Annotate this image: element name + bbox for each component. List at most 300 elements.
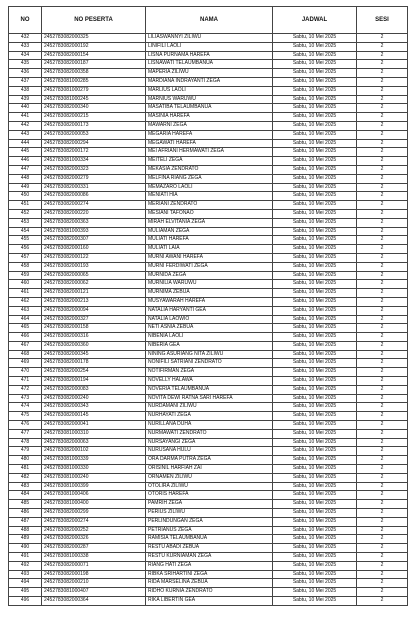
cell-jadwal: Sabtu, 10 Mei 2025: [273, 447, 357, 456]
cell-no-peserta: 2452783082000325: [42, 34, 146, 43]
table-row: [9, 579, 408, 588]
cell-no: 450: [9, 192, 42, 201]
cell-jadwal: Sabtu, 10 Mei 2025: [273, 456, 357, 465]
cell-sesi: 2: [357, 526, 408, 535]
cell-nama: MUSYAWARAH HAREFA: [146, 297, 273, 306]
cell-jadwal: Sabtu, 10 Mei 2025: [273, 473, 357, 482]
cell-nama: MASINIA HAREFA: [146, 113, 273, 122]
cell-nama: NINING ASURIANG NITA ZILIWU: [146, 350, 273, 359]
cell-nama: NETI ASNIA ZEBUA: [146, 324, 273, 333]
cell-no: 476: [9, 421, 42, 430]
cell-no: 437: [9, 77, 42, 86]
cell-no-peserta: 2452783082000327: [42, 315, 146, 324]
cell-sesi: 2: [357, 297, 408, 306]
cell-jadwal: Sabtu, 10 Mei 2025: [273, 236, 357, 245]
cell-nama: PERLINDUNGAN ZEGA: [146, 517, 273, 526]
cell-no-peserta: 2452783081000285: [42, 77, 146, 86]
header-row: [9, 7, 408, 34]
cell-no-peserta: 2452783082000065: [42, 271, 146, 280]
cell-jadwal: Sabtu, 10 Mei 2025: [273, 403, 357, 412]
cell-no: 496: [9, 597, 42, 606]
cell-jadwal: Sabtu, 10 Mei 2025: [273, 377, 357, 386]
table-row: [9, 77, 408, 86]
participant-table: [8, 6, 408, 606]
cell-no-peserta: 2452783081000330: [42, 465, 146, 474]
cell-no: 460: [9, 280, 42, 289]
cell-jadwal: Sabtu, 10 Mei 2025: [273, 359, 357, 368]
cell-no: 457: [9, 253, 42, 262]
cell-no-peserta: 2452783081000399: [42, 482, 146, 491]
cell-nama: MULIATI LAIA: [146, 245, 273, 254]
header-sesi: SESI: [357, 7, 408, 34]
cell-nama: NURILLANA DUHA: [146, 421, 273, 430]
cell-no: 444: [9, 139, 42, 148]
cell-no-peserta: 2452783081000279: [42, 86, 146, 95]
cell-nama: NURHAYATI ZEGA: [146, 412, 273, 421]
table-row: [9, 280, 408, 289]
table-row: [9, 394, 408, 403]
cell-jadwal: Sabtu, 10 Mei 2025: [273, 385, 357, 394]
cell-nama: LILIASWANNYI ZILIWU: [146, 34, 273, 43]
table-row: [9, 315, 408, 324]
cell-jadwal: Sabtu, 10 Mei 2025: [273, 561, 357, 570]
cell-jadwal: Sabtu, 10 Mei 2025: [273, 174, 357, 183]
cell-no-peserta: 2452783082000364: [42, 597, 146, 606]
cell-sesi: 2: [357, 482, 408, 491]
cell-nama: LISNA PURNAMA HAREFA: [146, 51, 273, 60]
cell-no-peserta: 2452783081000338: [42, 553, 146, 562]
cell-sesi: 2: [357, 86, 408, 95]
cell-no-peserta: 2452783082000086: [42, 192, 146, 201]
cell-sesi: 2: [357, 289, 408, 298]
table-row: [9, 236, 408, 245]
cell-sesi: 2: [357, 34, 408, 43]
cell-sesi: 2: [357, 579, 408, 588]
cell-no-peserta: 2452783082000122: [42, 253, 146, 262]
cell-jadwal: Sabtu, 10 Mei 2025: [273, 553, 357, 562]
cell-no-peserta: 2452783082000340: [42, 104, 146, 113]
cell-sesi: 2: [357, 130, 408, 139]
cell-nama: NOTIFIRMAN ZEGA: [146, 368, 273, 377]
cell-jadwal: Sabtu, 10 Mei 2025: [273, 148, 357, 157]
cell-nama: MELFINA RIANG ZEGA: [146, 174, 273, 183]
table-row: [9, 245, 408, 254]
cell-jadwal: Sabtu, 10 Mei 2025: [273, 34, 357, 43]
cell-jadwal: Sabtu, 10 Mei 2025: [273, 535, 357, 544]
table-row: [9, 262, 408, 271]
cell-jadwal: Sabtu, 10 Mei 2025: [273, 570, 357, 579]
table-row: [9, 421, 408, 430]
cell-nama: NIBERIA GEA: [146, 341, 273, 350]
table-row: [9, 165, 408, 174]
cell-jadwal: Sabtu, 10 Mei 2025: [273, 465, 357, 474]
cell-jadwal: Sabtu, 10 Mei 2025: [273, 69, 357, 78]
cell-no: 475: [9, 412, 42, 421]
cell-sesi: 2: [357, 456, 408, 465]
cell-jadwal: Sabtu, 10 Mei 2025: [273, 201, 357, 210]
cell-no: 495: [9, 588, 42, 597]
cell-no: 438: [9, 86, 42, 95]
cell-jadwal: Sabtu, 10 Mei 2025: [273, 368, 357, 377]
table-header: [9, 7, 408, 34]
cell-sesi: 2: [357, 368, 408, 377]
cell-jadwal: Sabtu, 10 Mei 2025: [273, 253, 357, 262]
cell-jadwal: Sabtu, 10 Mei 2025: [273, 130, 357, 139]
cell-jadwal: Sabtu, 10 Mei 2025: [273, 245, 357, 254]
cell-nama: MARDIANA INDRAYANTI ZEGA: [146, 77, 273, 86]
cell-no-peserta: 2452783082000307: [42, 236, 146, 245]
cell-nama: MURNI AWANI HAREFA: [146, 253, 273, 262]
cell-no-peserta: 2452783082000187: [42, 60, 146, 69]
cell-jadwal: Sabtu, 10 Mei 2025: [273, 289, 357, 298]
cell-sesi: 2: [357, 104, 408, 113]
cell-no-peserta: 2452783082000363: [42, 218, 146, 227]
cell-nama: PAMRIH ZEGA: [146, 500, 273, 509]
cell-no: 454: [9, 227, 42, 236]
cell-sesi: 2: [357, 218, 408, 227]
cell-jadwal: Sabtu, 10 Mei 2025: [273, 192, 357, 201]
cell-sesi: 2: [357, 271, 408, 280]
table-row: [9, 34, 408, 43]
cell-sesi: 2: [357, 561, 408, 570]
cell-no-peserta: 2452783082000360: [42, 341, 146, 350]
cell-sesi: 2: [357, 447, 408, 456]
table-row: [9, 535, 408, 544]
cell-no: 440: [9, 104, 42, 113]
cell-no: 434: [9, 51, 42, 60]
cell-sesi: 2: [357, 253, 408, 262]
cell-sesi: 2: [357, 421, 408, 430]
cell-sesi: 2: [357, 553, 408, 562]
cell-no-peserta: 2452783082000213: [42, 297, 146, 306]
cell-no: 477: [9, 429, 42, 438]
table-row: [9, 553, 408, 562]
cell-nama: ORISINIL HARFIAH ZAI: [146, 465, 273, 474]
cell-sesi: 2: [357, 60, 408, 69]
cell-no: 480: [9, 456, 42, 465]
cell-no: 456: [9, 245, 42, 254]
cell-sesi: 2: [357, 183, 408, 192]
cell-no: 449: [9, 183, 42, 192]
cell-no: 470: [9, 368, 42, 377]
cell-jadwal: Sabtu, 10 Mei 2025: [273, 333, 357, 342]
cell-no: 490: [9, 544, 42, 553]
cell-no-peserta: 2452783082000178: [42, 359, 146, 368]
cell-nama: RIDA MARSELINA ZEBUA: [146, 579, 273, 588]
cell-nama: MEI AFRIANI HERMAWATI ZEGA: [146, 148, 273, 157]
cell-no: 483: [9, 482, 42, 491]
cell-no-peserta: 2452783082000331: [42, 183, 146, 192]
cell-jadwal: Sabtu, 10 Mei 2025: [273, 42, 357, 51]
cell-jadwal: Sabtu, 10 Mei 2025: [273, 60, 357, 69]
cell-no: 466: [9, 333, 42, 342]
cell-jadwal: Sabtu, 10 Mei 2025: [273, 165, 357, 174]
cell-no-peserta: 2452783082000198: [42, 570, 146, 579]
cell-no: 443: [9, 130, 42, 139]
cell-no: 463: [9, 306, 42, 315]
cell-no-peserta: 2452783082000274: [42, 517, 146, 526]
cell-no: 484: [9, 491, 42, 500]
cell-no-peserta: 2452783082000274: [42, 201, 146, 210]
table-row: [9, 597, 408, 606]
cell-nama: MERIANI ZENDRATO: [146, 201, 273, 210]
cell-jadwal: Sabtu, 10 Mei 2025: [273, 526, 357, 535]
cell-nama: MEMAZARO LAOLI: [146, 183, 273, 192]
table-row: [9, 174, 408, 183]
cell-no: 478: [9, 438, 42, 447]
cell-sesi: 2: [357, 403, 408, 412]
cell-nama: NATALIA LAOWIO: [146, 315, 273, 324]
cell-jadwal: Sabtu, 10 Mei 2025: [273, 324, 357, 333]
table-row: [9, 271, 408, 280]
table-row: [9, 86, 408, 95]
cell-no-peserta: 2452783082000053: [42, 130, 146, 139]
cell-no-peserta: 2452783082000094: [42, 306, 146, 315]
table-row: [9, 289, 408, 298]
cell-no: 461: [9, 289, 42, 298]
cell-sesi: 2: [357, 535, 408, 544]
cell-nama: RESTU KURNIAMAN ZEGA: [146, 553, 273, 562]
cell-nama: MAWARNI ZEGA: [146, 121, 273, 130]
table-row: [9, 209, 408, 218]
cell-jadwal: Sabtu, 10 Mei 2025: [273, 51, 357, 60]
table-row: [9, 350, 408, 359]
table-row: [9, 377, 408, 386]
cell-sesi: 2: [357, 544, 408, 553]
table-row: [9, 324, 408, 333]
cell-nama: MEKASIA ZENDRATO: [146, 165, 273, 174]
cell-no-peserta: 2452783082000294: [42, 139, 146, 148]
cell-sesi: 2: [357, 429, 408, 438]
cell-no: 467: [9, 341, 42, 350]
cell-no: 491: [9, 553, 42, 562]
cell-nama: NURDAMANI ZILIWU: [146, 403, 273, 412]
table-row: [9, 403, 408, 412]
cell-no-peserta: 2452783082000358: [42, 69, 146, 78]
cell-jadwal: Sabtu, 10 Mei 2025: [273, 139, 357, 148]
table-row: [9, 192, 408, 201]
table-row: [9, 201, 408, 210]
cell-nama: MURNILIA WARUWU: [146, 280, 273, 289]
cell-no-peserta: 2452783082000158: [42, 324, 146, 333]
cell-sesi: 2: [357, 341, 408, 350]
cell-nama: RAMISIA TELAUMBANUA: [146, 535, 273, 544]
cell-no-peserta: 2452783081000240: [42, 473, 146, 482]
cell-nama: LINIFILI LAOLI: [146, 42, 273, 51]
cell-sesi: 2: [357, 148, 408, 157]
cell-no: 462: [9, 297, 42, 306]
table-row: [9, 113, 408, 122]
cell-no: 448: [9, 174, 42, 183]
table-row: [9, 526, 408, 535]
cell-nama: RIKA LIBERTIN GEA: [146, 597, 273, 606]
cell-sesi: 2: [357, 69, 408, 78]
cell-nama: PETRIANUS ZEGA: [146, 526, 273, 535]
cell-no: 465: [9, 324, 42, 333]
cell-sesi: 2: [357, 113, 408, 122]
cell-no: 494: [9, 579, 42, 588]
cell-no-peserta: 2452783082000041: [42, 421, 146, 430]
cell-sesi: 2: [357, 509, 408, 518]
table-row: [9, 306, 408, 315]
cell-nama: MEGARIA HAREFA: [146, 130, 273, 139]
cell-jadwal: Sabtu, 10 Mei 2025: [273, 209, 357, 218]
cell-nama: NIBENIA LAOLI: [146, 333, 273, 342]
cell-no: 487: [9, 517, 42, 526]
cell-no-peserta: 2452783081000400: [42, 500, 146, 509]
cell-no-peserta: 2452783082000173: [42, 121, 146, 130]
cell-nama: RIDHO KURNIA ZENDRATO: [146, 588, 273, 597]
cell-nama: MAPERIA ZILIWU: [146, 69, 273, 78]
table-row: [9, 561, 408, 570]
table-row: [9, 438, 408, 447]
cell-no-peserta: 2452783081000339: [42, 456, 146, 465]
cell-nama: NOVELLY HALAWA: [146, 377, 273, 386]
cell-no-peserta: 2452783082000063: [42, 438, 146, 447]
cell-sesi: 2: [357, 597, 408, 606]
cell-no: 447: [9, 165, 42, 174]
cell-no-peserta: 2452783082000062: [42, 280, 146, 289]
cell-sesi: 2: [357, 174, 408, 183]
cell-sesi: 2: [357, 394, 408, 403]
cell-nama: RIBKA SRIHARTINI ZEGA: [146, 570, 273, 579]
cell-jadwal: Sabtu, 10 Mei 2025: [273, 597, 357, 606]
table-row: [9, 60, 408, 69]
table-row: [9, 104, 408, 113]
table-row: [9, 509, 408, 518]
cell-nama: OTORIS HAREFA: [146, 491, 273, 500]
cell-sesi: 2: [357, 500, 408, 509]
cell-nama: NOVERIA TELAUMBANUA: [146, 385, 273, 394]
table-row: [9, 139, 408, 148]
participant-table-page: [8, 6, 407, 606]
table-row: [9, 385, 408, 394]
cell-sesi: 2: [357, 77, 408, 86]
cell-no: 486: [9, 509, 42, 518]
cell-jadwal: Sabtu, 10 Mei 2025: [273, 509, 357, 518]
cell-no: 458: [9, 262, 42, 271]
cell-no-peserta: 2452783082000145: [42, 412, 146, 421]
cell-no: 471: [9, 377, 42, 386]
cell-sesi: 2: [357, 570, 408, 579]
cell-nama: ORA DARMA PUTRA ZEGA: [146, 456, 273, 465]
cell-nama: MARNIUS WARUWU: [146, 95, 273, 104]
cell-no-peserta: 2452783082000083: [42, 385, 146, 394]
cell-no: 435: [9, 60, 42, 69]
table-body: [9, 34, 408, 606]
cell-sesi: 2: [357, 350, 408, 359]
cell-jadwal: Sabtu, 10 Mei 2025: [273, 183, 357, 192]
cell-nama: NURMAWATI ZENDRATO: [146, 429, 273, 438]
table-row: [9, 227, 408, 236]
cell-jadwal: Sabtu, 10 Mei 2025: [273, 121, 357, 130]
table-row: [9, 218, 408, 227]
cell-nama: NOVITA DEWI RATNA SARI HAREFA: [146, 394, 273, 403]
cell-sesi: 2: [357, 333, 408, 342]
cell-no-peserta: 2452783082000154: [42, 51, 146, 60]
table-row: [9, 341, 408, 350]
cell-no: 464: [9, 315, 42, 324]
cell-no-peserta: 2452783082000343: [42, 403, 146, 412]
cell-no: 488: [9, 526, 42, 535]
cell-no: 479: [9, 447, 42, 456]
cell-no: 441: [9, 113, 42, 122]
cell-jadwal: Sabtu, 10 Mei 2025: [273, 491, 357, 500]
table-row: [9, 465, 408, 474]
cell-no: 459: [9, 271, 42, 280]
cell-no-peserta: 2452783082000193: [42, 262, 146, 271]
cell-no: 485: [9, 500, 42, 509]
cell-jadwal: Sabtu, 10 Mei 2025: [273, 77, 357, 86]
cell-no: 439: [9, 95, 42, 104]
cell-no-peserta: 2452783082000172: [42, 148, 146, 157]
cell-no-peserta: 2452783082000323: [42, 165, 146, 174]
cell-no-peserta: 2452783082000240: [42, 394, 146, 403]
cell-jadwal: Sabtu, 10 Mei 2025: [273, 262, 357, 271]
cell-sesi: 2: [357, 412, 408, 421]
table-row: [9, 297, 408, 306]
cell-no: 453: [9, 218, 42, 227]
table-row: [9, 183, 408, 192]
cell-sesi: 2: [357, 209, 408, 218]
cell-sesi: 2: [357, 359, 408, 368]
cell-sesi: 2: [357, 51, 408, 60]
cell-sesi: 2: [357, 438, 408, 447]
cell-no-peserta: 2452783082000279: [42, 174, 146, 183]
table-row: [9, 51, 408, 60]
cell-jadwal: Sabtu, 10 Mei 2025: [273, 482, 357, 491]
cell-sesi: 2: [357, 236, 408, 245]
cell-no: 445: [9, 148, 42, 157]
cell-no-peserta: 2452783081000406: [42, 491, 146, 500]
table-row: [9, 473, 408, 482]
header-nama: NAMA: [146, 7, 273, 34]
cell-nama: MULIAMAN ZEGA: [146, 227, 273, 236]
cell-nama: LISNAWATI TELAUMBANUA: [146, 60, 273, 69]
cell-no-peserta: 2452783082000316: [42, 333, 146, 342]
table-row: [9, 500, 408, 509]
cell-sesi: 2: [357, 121, 408, 130]
cell-jadwal: Sabtu, 10 Mei 2025: [273, 95, 357, 104]
cell-no: 482: [9, 473, 42, 482]
cell-no: 433: [9, 42, 42, 51]
cell-no: 442: [9, 121, 42, 130]
cell-jadwal: Sabtu, 10 Mei 2025: [273, 306, 357, 315]
cell-jadwal: Sabtu, 10 Mei 2025: [273, 544, 357, 553]
header-no-peserta: NO PESERTA: [42, 7, 146, 34]
cell-sesi: 2: [357, 306, 408, 315]
cell-no-peserta: 2452783082000210: [42, 579, 146, 588]
cell-sesi: 2: [357, 201, 408, 210]
cell-sesi: 2: [357, 42, 408, 51]
cell-nama: PERIUS ZILIWU: [146, 509, 273, 518]
cell-nama: NURSAYANGI ZEGA: [146, 438, 273, 447]
cell-no-peserta: 2452783082000192: [42, 42, 146, 51]
cell-sesi: 2: [357, 491, 408, 500]
cell-sesi: 2: [357, 517, 408, 526]
cell-sesi: 2: [357, 192, 408, 201]
cell-nama: MIRAH ELVITANIA ZEGA: [146, 218, 273, 227]
table-row: [9, 95, 408, 104]
cell-no: 469: [9, 359, 42, 368]
cell-no: 481: [9, 465, 42, 474]
table-row: [9, 482, 408, 491]
cell-no-peserta: 2452783082000071: [42, 561, 146, 570]
cell-sesi: 2: [357, 315, 408, 324]
table-row: [9, 456, 408, 465]
header-no: NO: [9, 7, 42, 34]
cell-no-peserta: 2452783081000310: [42, 429, 146, 438]
